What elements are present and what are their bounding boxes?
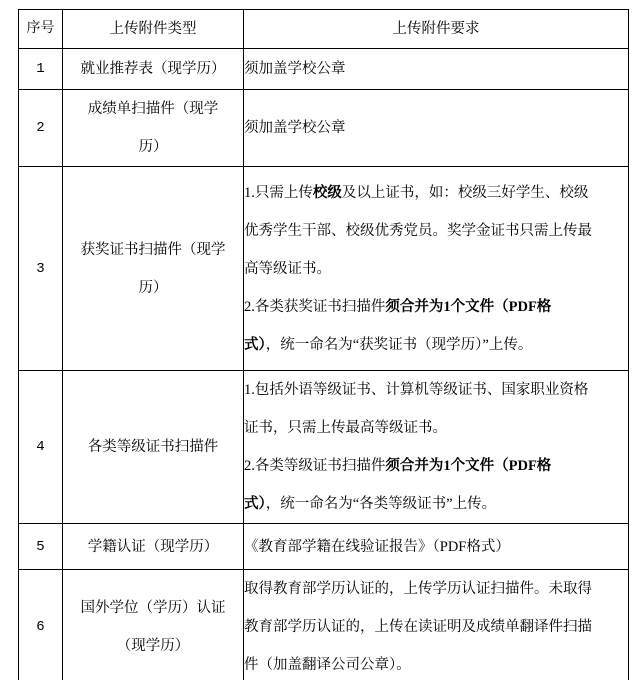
req-line [244,485,628,523]
text-run: 取得教育部学历认证的，上传学历认证扫描件。未取得 [244,581,592,597]
cell-no-3: 3 [19,167,63,371]
text-run-bold: 式） [244,336,266,353]
cell-req-5 [244,524,629,570]
req-line [244,288,628,326]
type-line [63,231,243,269]
type-line [63,269,243,307]
header-label-no: 序号 [26,21,55,37]
req-line [244,174,628,212]
text-run: 件（加盖翻译公司公章）。 [244,657,411,673]
cell-no-6: 6 [19,570,63,680]
table-row-2 [19,90,629,167]
text-run: （现学历） [116,638,190,654]
req-line [244,212,628,250]
table-row-6 [19,570,629,680]
cell-type-5 [63,524,244,570]
text-run: 成绩单扫描件（现学 [87,101,219,117]
text-run: 及以上证书，如：校级三好学生、校级 [341,184,589,201]
cell-no-2: 2 [19,90,63,167]
type-line [63,128,243,166]
req-line [244,570,628,608]
req-line [244,409,628,447]
cell-type-4 [63,371,244,524]
req-line [244,608,628,646]
text-run-bold: 须合并为1个文件（PDF格 [385,298,552,315]
cell-type-2 [63,90,244,167]
header-label-type: 上传附件类型 [109,21,197,37]
text-run: 须加盖学校公章 [244,120,346,136]
req-line [244,109,628,147]
text-run-bold: 校级 [312,184,342,201]
text-run: 1.包括外语等级证书、计算机等级证书、国家职业资格 [244,382,589,398]
cell-type-1 [63,49,244,90]
text-run-bold: 式） [244,496,266,512]
table-row-5 [19,524,629,570]
text-run: 须加盖学校公章 [244,61,346,77]
type-line [63,428,243,466]
text-run: 1.只需上传 [244,184,313,201]
req-line [244,250,628,288]
type-line [63,528,243,566]
text-run: 就业推荐表（现学历） [80,61,226,77]
text-run: 获奖证书扫描件（现学 [80,241,226,258]
cell-req-3 [244,167,629,371]
cell-type-6 [63,570,244,680]
cell-no-5: 5 [19,524,63,570]
req-line [244,326,628,364]
req-line [244,50,628,88]
req-line [244,528,628,566]
text-run-bold: 须合并为1个文件（PDF格 [385,458,552,474]
cell-no-1: 1 [19,49,63,90]
table-row-3 [19,167,629,371]
text-run: ，统一命名为“获奖证书（现学历）”上传。 [265,336,533,353]
req-line [244,371,628,409]
table-row-4 [19,371,629,524]
text-run: 2.各类等级证书扫描件 [244,458,386,474]
cell-req-1 [244,49,629,90]
type-line [63,90,243,128]
type-line [63,50,243,88]
text-run: 《教育部学籍在线验证报告》（PDF格式） [244,538,510,555]
text-run: 学籍认证（现学历） [87,538,219,555]
type-line [63,589,243,627]
attachments-table [18,9,629,680]
req-line [244,447,628,485]
cell-no-4: 4 [19,371,63,524]
header-cell-type [63,10,244,49]
type-line [63,627,243,665]
header-row [19,10,629,49]
text-run: 国外学位（学历）认证 [80,600,226,616]
table-row-1 [19,49,629,90]
text-run: 高等级证书。 [244,260,331,277]
header-label-req: 上传附件要求 [392,21,480,37]
text-run: 教育部学历认证的，上传在读证明及成绩单翻译件扫描 [244,619,592,635]
text-run: 历） [138,279,168,296]
text-run: 历） [138,139,168,155]
text-run: 各类等级证书扫描件 [87,439,219,455]
text-run: 2.各类获奖证书扫描件 [244,298,386,315]
cell-req-2 [244,90,629,167]
header-cell-req [244,10,629,49]
req-line [244,646,628,680]
cell-type-3 [63,167,244,371]
header-cell-no [19,10,63,49]
text-run: 证书，只需上传最高等级证书。 [244,420,447,436]
cell-req-6 [244,570,629,680]
text-run: 优秀学生干部、校级优秀党员。奖学金证书只需上传最 [244,222,592,239]
text-run: ，统一命名为“各类等级证书”上传。 [265,496,497,512]
cell-req-4 [244,371,629,524]
